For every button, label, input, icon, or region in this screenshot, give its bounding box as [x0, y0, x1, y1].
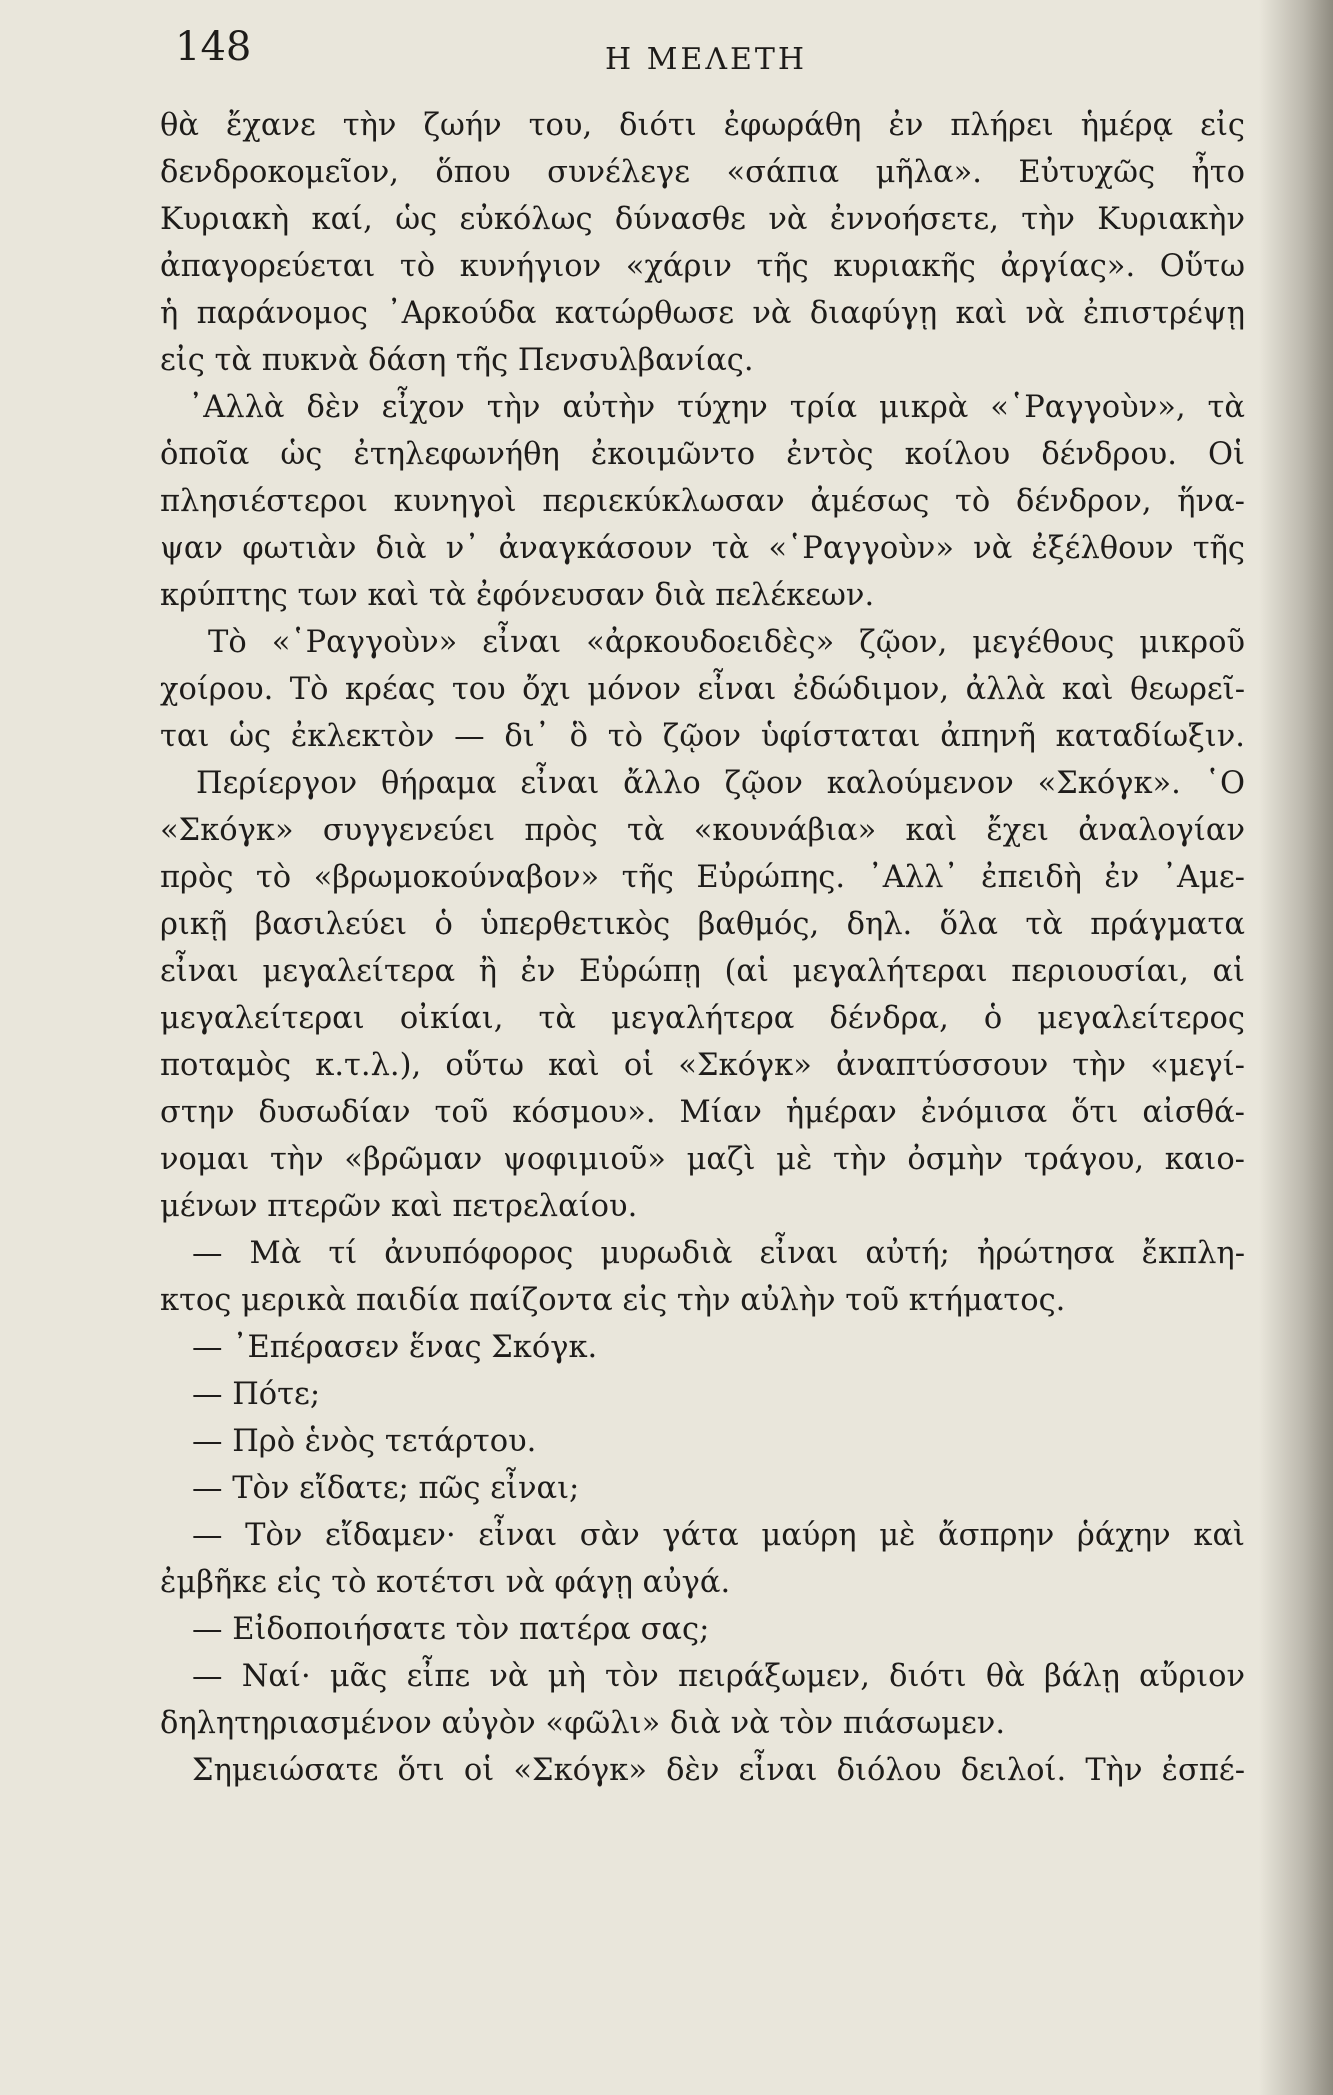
text-line: ψαν φωτιὰν διὰ ν᾿ ἀναγκάσουν τὰ «῾Ραγγοὺν» νὰ ἐξέλθουν τῆς — [160, 531, 1245, 566]
text-line: εἶναι μεγαλείτερα ἢ ἐν Εὐρώπῃ (αἱ μεγαλήτεραι περιουσίαι, αἱ — [160, 954, 1245, 989]
dialog-line: — Τὸν εἴδαμεν· εἶναι σὰν γάτα μαύρη μὲ ἄσπρην ῥάχην καὶ — [192, 1518, 1245, 1553]
text-line: Σημειώσατε ὅτι οἱ «Σκόγκ» δὲν εἶναι διόλου δειλοί. Τὴν ἐσπέ- — [192, 1753, 1245, 1788]
text-line: στην δυσωδίαν τοῦ κόσμου». Μίαν ἡμέραν ἐνόμισα ὅτι αἰσθά- — [160, 1095, 1245, 1130]
text-line: ᾿Αλλὰ δὲν εἶχον τὴν αὐτὴν τύχην τρία μικρὰ «῾Ραγγοὺν», τὰ — [188, 390, 1245, 425]
text-line: θὰ ἔχανε τὴν ζωήν του, διότι ἐφωράθη ἐν πλήρει ἡμέρᾳ εἰς — [160, 108, 1245, 143]
page-header — [175, 22, 1255, 82]
text-line: ται ὡς ἐκλεκτὸν — δι᾿ ὃ τὸ ζῷον ὑφίσταται ἀπηνῆ καταδίωξιν. — [160, 719, 1245, 754]
text-line: ρικῇ βασιλεύει ὁ ὑπερθετικὸς βαθμός, δηλ. ὅλα τὰ πράγματα — [160, 907, 1245, 942]
text-line: μεγαλείτεραι οἰκίαι, τὰ μεγαλήτερα δένδρα, ὁ μεγαλείτερος — [160, 1001, 1245, 1036]
text-line: ὁποῖα ὡς ἐτηλεφωνήθη ἐκοιμῶντο ἐντὸς κοίλου δένδρου. Οἱ — [160, 437, 1245, 472]
text-line: νομαι τὴν «βρῶμαν ψοφιμιοῦ» μαζὶ μὲ τὴν ὀσμὴν τράγου, καιο- — [160, 1142, 1245, 1177]
text-line: Κυριακὴ καί, ὡς εὐκόλως δύνασθε νὰ ἐννοήσετε, τὴν Κυριακὴν — [160, 202, 1245, 237]
page-number: 148 — [175, 24, 252, 70]
text-line: μένων πτερῶν καὶ πετρελαίου. — [160, 1189, 638, 1224]
dialog-line: — Μὰ τί ἀνυπόφορος μυρωδιὰ εἶναι αὐτή; ἠρώτησα ἔκπλη- — [192, 1236, 1245, 1271]
body-text — [160, 102, 1245, 1794]
text-line: κρύπτης των καὶ τὰ ἐφόνευσαν διὰ πελέκεων. — [160, 578, 875, 613]
dialog-line: — Ναί· μᾶς εἶπε νὰ μὴ τὸν πειράξωμεν, διότι θὰ βάλῃ αὔριον — [192, 1659, 1245, 1694]
text-line: χοίρου. Τὸ κρέας του ὄχι μόνον εἶναι ἐδώδιμον, ἀλλὰ καὶ θεωρεῖ- — [160, 672, 1245, 707]
text-line: ἡ παράνομος ᾿Αρκούδα κατώρθωσε νὰ διαφύγῃ καὶ νὰ ἐπιστρέψῃ — [160, 296, 1245, 331]
text-line: δηλητηριασμένον αὐγὸν «φῶλι» διὰ νὰ τὸν πιάσωμεν. — [160, 1706, 1006, 1741]
dialog-line: — Πρὸ ἑνὸς τετάρτου. — [192, 1424, 537, 1459]
text-line: πρὸς τὸ «βρωμοκούναβον» τῆς Εὐρώπης. ᾿Αλλ᾿ ἐπειδὴ ἐν ᾿Αμε- — [160, 860, 1245, 895]
spine-shadow — [1259, 0, 1333, 2095]
text-line: πλησιέστεροι κυνηγοὶ περιεκύκλωσαν ἀμέσως τὸ δένδρον, ἥνα- — [160, 484, 1245, 519]
dialog-line: — Τὸν εἴδατε; πῶς εἶναι; — [192, 1471, 580, 1506]
running-title: Η ΜΕΛΕΤΗ — [605, 42, 808, 77]
text-line: κτος μερικὰ παιδία παίζοντα εἰς τὴν αὐλὴν τοῦ κτήματος. — [160, 1283, 1066, 1318]
text-line: Περίεργον θήραμα εἶναι ἄλλο ζῷον καλούμενον «Σκόγκ». ῾Ο — [196, 766, 1245, 801]
text-line: δενδροκομεῖον, ὅπου συνέλεγε «σάπια μῆλα». Εὐτυχῶς ἦτο — [160, 155, 1245, 190]
dialog-line: — ᾿Επέρασεν ἕνας Σκόγκ. — [192, 1330, 598, 1365]
text-line: ποταμὸς κ.τ.λ.), οὕτω καὶ οἱ «Σκόγκ» ἀναπτύσσουν τὴν «μεγί- — [160, 1048, 1245, 1083]
text-line: ἀπαγορεύεται τὸ κυνήγιον «χάριν τῆς κυριακῆς ἀργίας». Οὕτω — [160, 249, 1245, 284]
text-line: «Σκόγκ» συγγενεύει πρὸς τὰ «κουνάβια» καὶ ἔχει ἀναλογίαν — [160, 813, 1245, 848]
dialog-line: — Εἰδοποιήσατε τὸν πατέρα σας; — [192, 1612, 710, 1647]
dialog-line: — Πότε; — [192, 1377, 321, 1412]
text-line: Τὸ «῾Ραγγοὺν» εἶναι «ἀρκουδοειδὲς» ζῷον, μεγέθους μικροῦ — [208, 625, 1245, 660]
text-line: εἰς τὰ πυκνὰ δάση τῆς Πενσυλβανίας. — [160, 343, 754, 378]
text-line: ἐμβῆκε εἰς τὸ κοτέτσι νὰ φάγῃ αὐγά. — [160, 1565, 731, 1600]
